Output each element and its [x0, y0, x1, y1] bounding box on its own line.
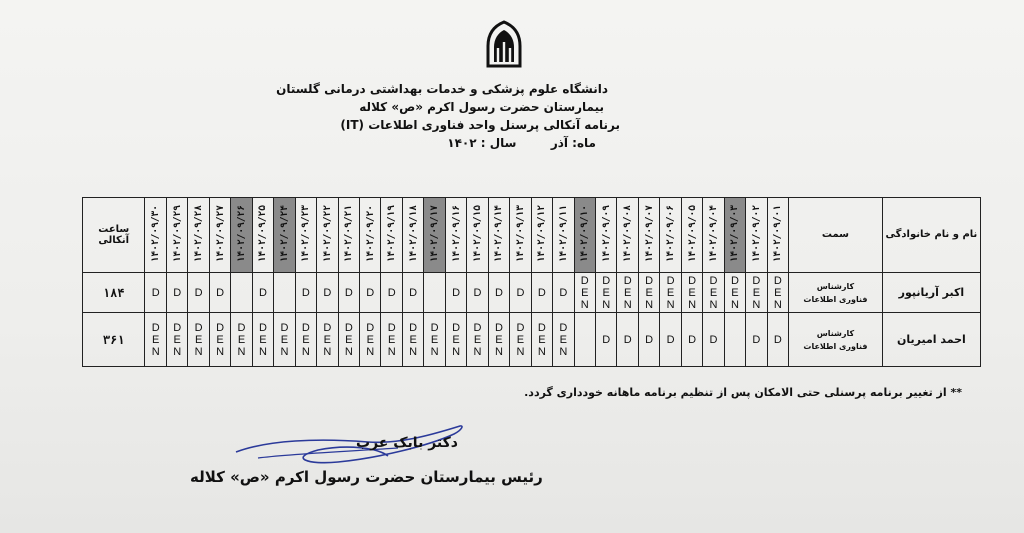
date-label: ۱۴۰۲/۰۹/۲۸ — [193, 204, 205, 263]
date-label: ۱۴۰۲/۰۹/۱۲ — [536, 204, 548, 263]
shift-cell — [231, 272, 252, 312]
date-label: ۱۴۰۲/۰۹/۲۳ — [300, 204, 312, 263]
shift-cell: D E N — [166, 313, 187, 367]
date-label: ۱۴۰۲/۰۹/۱۹ — [386, 204, 398, 263]
shift-cell: D E N — [746, 272, 767, 312]
hours-header: ساعت آنکالی — [83, 198, 145, 273]
schedule-note: ** از تغییر برنامه پرسنلی حتی الامکان پس از تنظیم برنامه ماهانه خودداری گردد. — [524, 386, 962, 399]
shift-cell: D — [360, 272, 381, 312]
date-label: ۱۴۰۲/۰۹/۲۱ — [343, 204, 355, 263]
shift-cell: D E N — [209, 313, 230, 367]
shift-cell: D E N — [145, 313, 166, 367]
date-label: ۱۴۰۲/۰۹/۲۲ — [321, 204, 333, 263]
date-label: ۱۴۰۲/۰۹/۰۵ — [686, 204, 698, 263]
date-header-cell — [295, 198, 316, 273]
shift-cell: D — [703, 313, 724, 367]
date-label: ۱۴۰۲/۰۹/۰۲ — [750, 204, 762, 263]
date-label: ۱۴۰۲/۰۹/۰۸ — [622, 204, 634, 263]
date-header-cell — [767, 198, 788, 273]
role-header: سمت — [789, 198, 883, 273]
date-label: ۱۴۰۲/۰۹/۰۳ — [729, 204, 741, 263]
date-header-cell — [445, 198, 466, 273]
shift-cell: D — [381, 272, 402, 312]
date-label: ۱۴۰۲/۰۹/۱۶ — [450, 204, 462, 263]
header-row — [83, 198, 981, 273]
date-label: ۱۴۰۲/۰۹/۰۱ — [772, 204, 784, 263]
shift-cell: D E N — [553, 313, 574, 367]
oncall-hours: ۱۸۴ — [83, 272, 145, 312]
date-header-cell — [338, 198, 359, 273]
employee-name: اکبر آریانپور — [882, 272, 980, 312]
year-label: سال : ۱۴۰۲ — [447, 136, 517, 150]
name-header: نام و نام خانوادگی — [882, 198, 980, 273]
shift-cell: D E N — [360, 313, 381, 367]
shift-cell: D E N — [424, 313, 445, 367]
date-label: ۱۴۰۲/۰۹/۱۸ — [407, 204, 419, 263]
shift-cell: D — [252, 272, 273, 312]
date-header-cell — [402, 198, 423, 273]
date-label: ۱۴۰۲/۰۹/۰۹ — [600, 204, 612, 263]
employee-name: احمد امیریان — [882, 313, 980, 367]
date-label: ۱۴۰۲/۰۹/۲۷ — [214, 204, 226, 263]
date-header-cell — [746, 198, 767, 273]
shift-cell: D — [488, 272, 509, 312]
hospital-logo — [484, 20, 524, 70]
date-header-cell — [553, 198, 574, 273]
shift-cell — [424, 272, 445, 312]
date-label: ۱۴۰۲/۰۹/۳۰ — [150, 204, 162, 263]
shift-cell: D E N — [617, 272, 638, 312]
date-header-cell — [317, 198, 338, 273]
date-header-cell — [145, 198, 166, 273]
date-header-cell — [381, 198, 402, 273]
date-header-cell — [703, 198, 724, 273]
role-line: کارشناس — [816, 281, 855, 291]
shift-cell: D E N — [295, 313, 316, 367]
date-header-cell — [574, 198, 595, 273]
employee-role — [789, 313, 883, 367]
shift-cell: D E N — [681, 272, 702, 312]
shift-cell: D — [660, 313, 681, 367]
date-label: ۱۴۰۲/۰۹/۱۵ — [472, 204, 483, 263]
date-header-cell — [188, 198, 209, 273]
date-label: ۱۴۰۲/۰۹/۲۵ — [257, 204, 269, 263]
role-line: کارشناس — [816, 328, 855, 338]
shift-cell: D — [402, 272, 423, 312]
date-label: ۱۴۰۲/۰۹/۲۹ — [171, 204, 183, 263]
date-label: ۱۴۰۲/۰۹/۱۳ — [514, 204, 526, 263]
date-header-cell — [467, 198, 488, 273]
employee-role — [789, 272, 883, 312]
shift-cell: D E N — [338, 313, 359, 367]
date-header-cell — [274, 198, 295, 273]
shift-cell: D — [145, 272, 166, 312]
shift-cell: D — [209, 272, 230, 312]
shift-cell — [724, 313, 745, 367]
shift-cell: D E N — [488, 313, 509, 367]
date-label: ۱۴۰۲/۰۹/۰۴ — [707, 204, 719, 263]
shift-cell: D E N — [638, 272, 659, 312]
date-label: ۱۴۰۲/۰۹/۲۶ — [236, 204, 248, 263]
shift-cell: D — [317, 272, 338, 312]
date-header-cell — [209, 198, 230, 273]
shift-cell: D E N — [531, 313, 552, 367]
shift-cell: D E N — [317, 313, 338, 367]
date-header-cell — [660, 198, 681, 273]
date-header-cell — [531, 198, 552, 273]
month-year-line — [447, 136, 596, 150]
shift-cell: D E N — [231, 313, 252, 367]
program-title: برنامه آنکالی پرسنل واحد فناوری اطلاعات (IT) — [340, 118, 620, 132]
date-header-cell — [424, 198, 445, 273]
shift-cell: D — [510, 272, 531, 312]
date-label: ۱۴۰۲/۰۹/۱۷ — [429, 204, 441, 263]
date-header-cell — [681, 198, 702, 273]
shift-cell: D — [166, 272, 187, 312]
shift-cell — [574, 313, 595, 367]
date-label: ۱۴۰۲/۰۹/۰۶ — [665, 204, 677, 263]
oncall-roster-table — [82, 197, 981, 367]
date-label: ۱۴۰۲/۰۹/۲۰ — [364, 204, 376, 263]
shift-cell: D E N — [767, 272, 788, 312]
date-header-cell — [638, 198, 659, 273]
shift-cell: D — [445, 272, 466, 312]
shift-cell: D E N — [724, 272, 745, 312]
date-header-cell — [252, 198, 273, 273]
shift-cell: D E N — [252, 313, 273, 367]
date-label: ۱۴۰۲/۰۹/۲۴ — [278, 204, 290, 263]
shift-cell: D E N — [188, 313, 209, 367]
date-label: ۱۴۰۲/۰۹/۱۱ — [557, 204, 569, 263]
date-label: ۱۴۰۲/۰۹/۰۷ — [643, 204, 655, 263]
shift-cell: D — [617, 313, 638, 367]
shift-cell: D — [767, 313, 788, 367]
date-label: ۱۴۰۲/۰۹/۱۰ — [579, 204, 591, 263]
date-header-cell — [617, 198, 638, 273]
shift-cell: D — [746, 313, 767, 367]
shift-cell: D — [531, 272, 552, 312]
signer-name: دکتر بابک عرب — [356, 435, 458, 451]
hospital-title: بیمارستان حضرت رسول اکرم «ص» کلاله — [359, 100, 604, 114]
shift-cell: D — [467, 272, 488, 312]
date-header-cell — [510, 198, 531, 273]
date-header-cell — [488, 198, 509, 273]
date-header-cell — [724, 198, 745, 273]
table-row — [83, 272, 981, 312]
table-row — [83, 313, 981, 367]
oncall-hours: ۳۶۱ — [83, 313, 145, 367]
shift-cell: D — [295, 272, 316, 312]
date-header-cell — [360, 198, 381, 273]
shift-cell: D E N — [381, 313, 402, 367]
shift-cell: D E N — [402, 313, 423, 367]
month-label: ماه: آذر — [550, 136, 596, 150]
university-title: دانشگاه علوم پزشکی و خدمات بهداشتی درمانی گلستان — [276, 82, 608, 96]
shift-cell: D — [188, 272, 209, 312]
signer-title: رئیس بیمارستان حضرت رسول اکرم «ص» کلاله — [190, 468, 543, 486]
shift-cell: D E N — [510, 313, 531, 367]
role-line: فناوری اطلاعات — [803, 294, 868, 304]
shift-cell: D E N — [596, 272, 617, 312]
shift-cell: D — [681, 313, 702, 367]
date-header-cell — [596, 198, 617, 273]
date-label: ۱۴۰۲/۰۹/۱۴ — [493, 204, 505, 263]
shift-cell — [274, 272, 295, 312]
shift-cell: D E N — [574, 272, 595, 312]
shift-cell: D E N — [467, 313, 488, 367]
shift-cell: D E N — [445, 313, 466, 367]
date-header-cell — [166, 198, 187, 273]
shift-cell: D — [638, 313, 659, 367]
shift-cell: D — [338, 272, 359, 312]
role-line: فناوری اطلاعات — [803, 341, 868, 351]
shift-cell: D E N — [703, 272, 724, 312]
shift-cell: D — [596, 313, 617, 367]
shift-cell: D E N — [660, 272, 681, 312]
shift-cell: D E N — [274, 313, 295, 367]
date-header-cell — [231, 198, 252, 273]
shift-cell: D — [553, 272, 574, 312]
